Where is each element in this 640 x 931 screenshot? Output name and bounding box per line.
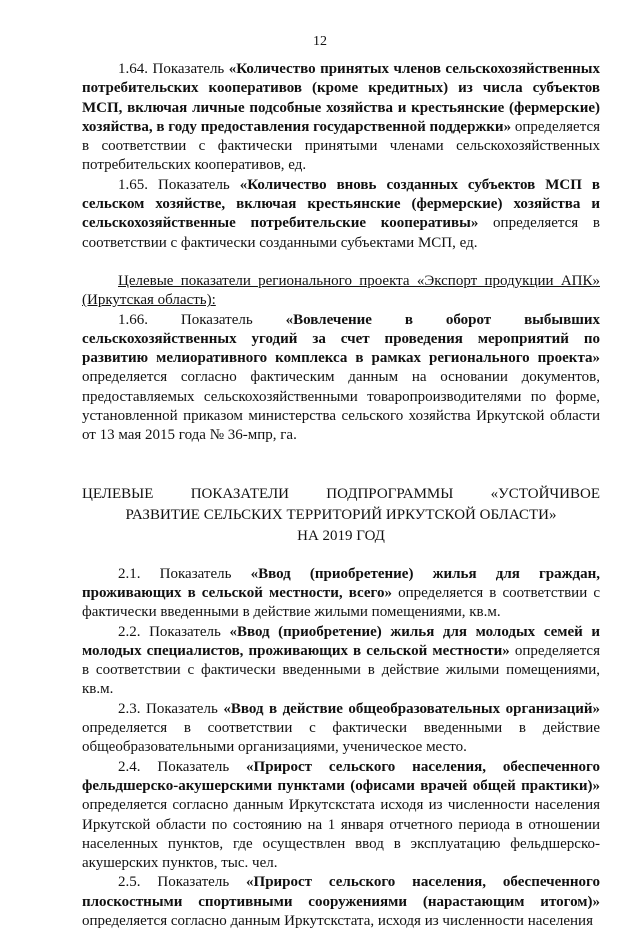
- section-title-line-1: ЦЕЛЕВЫЕ ПОКАЗАТЕЛИ ПОДПРОГРАММЫ «УСТОЙЧИВОЕ: [82, 485, 600, 502]
- paragraph-1-64: [82, 60, 600, 176]
- paragraph-lead: 2.5. Показатель: [118, 874, 247, 891]
- paragraph-lead: 2.3. Показатель: [118, 700, 224, 717]
- paragraph-lead: 2.4. Показатель: [118, 758, 247, 775]
- paragraph-text: определяется согласно данным Иркутскстата исходя из численности населения Иркутской области по состоянию на 1 января отчетного периода в отношении населенных пунктов, где осуществлен ввод в эксплуатацию фельдшерско-акушерских пунктов, тыс. чел.: [82, 797, 600, 872]
- indicator-name: «Вовлечение в оборот выбывших сельскохозяйственных угодий за счет проведения мероприятий по развитию мелиоративного комплекса в рамках регионального проекта»: [82, 311, 601, 367]
- paragraph-2-1: [82, 565, 600, 623]
- section-title-line-2: РАЗВИТИЕ СЕЛЬСКИХ ТЕРРИТОРИЙ ИРКУТСКОЙ ОБЛАСТИ»: [125, 506, 557, 523]
- paragraph-lead: 1.65. Показатель: [118, 176, 240, 193]
- section-title: [82, 484, 600, 547]
- paragraph-text: определяется согласно фактическим данным на основании документов, предоставляемых сельскохозяйственными товаропроизводителями по форме, установленной приказом министерства сельского хозяйства Иркутской области от 13 мая 2015 года № 36-мпр, га.: [82, 369, 600, 444]
- paragraph-2-4: [82, 758, 600, 874]
- export-heading-text: Целевые показатели регионального проекта «Экспорт продукции АПК» (Иркутская область):: [82, 272, 600, 309]
- paragraph-text: определяется согласно данным Иркутскстата, исходя из численности населения: [82, 912, 593, 929]
- indicator-name: «Прирост сельского населения, обеспеченного плоскостными спортивными сооружениями (нарастающим итогом)»: [82, 874, 600, 910]
- paragraph-lead: 1.64. Показатель: [118, 61, 229, 77]
- indicator-name: «Количество вновь созданных субъектов МСП в сельском хозяйстве, включая крестьянские (фермерские) хозяйства и сельскохозяйственные потребительские кооперативы»: [82, 176, 600, 232]
- indicator-name: «Ввод в действие общеобразовательных организаций»: [223, 700, 600, 717]
- export-project-heading: [82, 272, 600, 311]
- indicator-name: «Количество принятых членов сельскохозяйственных потребительских кооперативов (кроме кредитных) из числа субъектов МСП, включая личные подсобные хозяйства и крестьянские (фермерские) хозяйства, в году предоставления государственной поддержки»: [82, 61, 600, 135]
- paragraph-text: определяется в соответствии с фактически введенными в действие общеобразовательными организациями, ученическое место.: [82, 720, 600, 756]
- page-body: [82, 60, 600, 931]
- paragraph-lead: 2.1. Показатель: [118, 565, 251, 582]
- indicator-name: «Прирост сельского населения, обеспеченного фельдшерско-акушерскими пунктами (офисами врачей общей практики)»: [82, 758, 600, 794]
- indicator-name: «Ввод (приобретение) жилья для граждан, проживающих в сельской местности, всего»: [82, 565, 600, 601]
- paragraph-2-3: [82, 700, 600, 758]
- page-number: 12: [313, 34, 327, 49]
- paragraph-text: определяется в соответствии с фактически введенными в действие жилыми помещениями, кв.м.: [82, 584, 600, 621]
- paragraph-text: определяется в соответствии с фактически созданными субъектами МСП, ед.: [82, 215, 600, 251]
- paragraph-text: определяется в соответствии с фактически введенными в действие жилыми помещениями, кв.м.: [82, 642, 600, 698]
- indicator-name: «Ввод (приобретение) жилья для молодых семей и молодых специалистов, проживающих в сельской местности»: [82, 623, 600, 659]
- paragraph-lead: 1.66. Показатель: [118, 311, 286, 328]
- paragraph-2-2: [82, 623, 600, 700]
- paragraph-1-65: [82, 176, 600, 253]
- paragraph-text: определяется в соответствии с фактически принятыми членами сельскохозяйственных потребительских кооперативов, ед.: [82, 118, 600, 174]
- paragraph-2-5: [82, 873, 600, 931]
- section-title-line-3: НА 2019 ГОД: [297, 527, 385, 544]
- paragraph-lead: 2.2. Показатель: [118, 623, 230, 640]
- paragraph-1-66: [82, 311, 600, 446]
